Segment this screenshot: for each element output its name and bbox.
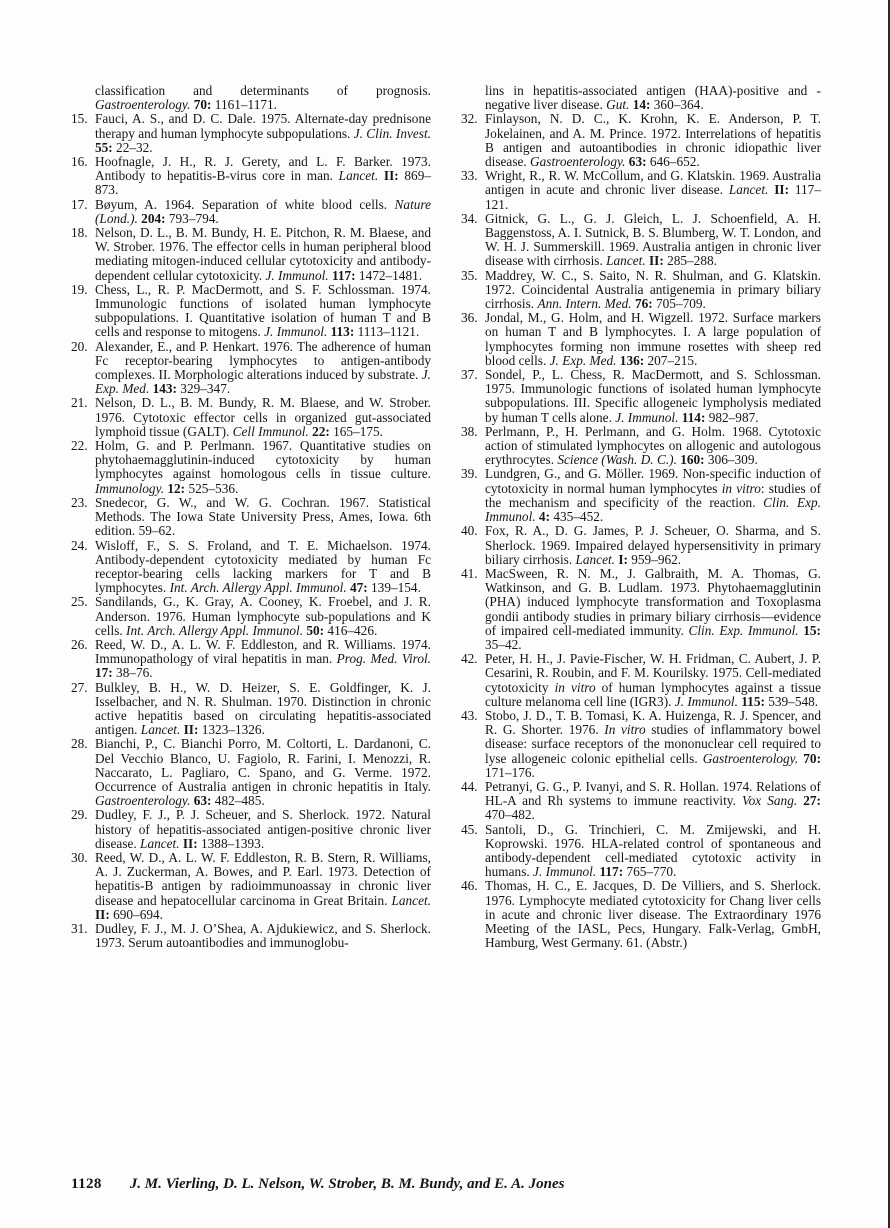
reference-item: 16. Hoofnagle, J. H., R. J. Gerety, and L. F. Barker. 1973. Antibody to hepatitis-B-virus core in man. Lancet. II: 869–873. [71, 154, 431, 198]
reference-number: 23. [71, 494, 88, 510]
reference-item: 29. Dudley, F. J., P. J. Scheuer, and S. Sherlock. 1972. Natural history of hepatitis-associated antigen-positive chronic liver disease. Lancet. II: 1388–1393. [71, 807, 431, 851]
reference-number: 36. [461, 310, 478, 326]
reference-number: 39. [461, 466, 478, 482]
reference-number: 29. [71, 807, 88, 823]
reference-item: 38. Perlmann, P., H. Perlmann, and G. Holm. 1968. Cytotoxic action of stimulated lymphocytes on allogenic and autologous erythrocytes. Science (Wash. D. C.). 160: 306–309. [461, 423, 821, 468]
reference-number: 17. [71, 196, 88, 212]
reference-number: 27. [71, 679, 88, 695]
reference-item: 20. Alexander, E., and P. Henkart. 1976. The adherence of human Fc receptor-bearing lymphocytes to antigen-antibody complexes. II. Morphologic alterations induced by substrate. J. Exp. Med. 143: 329–347. [71, 338, 431, 397]
reference-item: 37. Sondel, P., L. Chess, R. MacDermott, and S. Schlossman. 1975. Immunologic functions of isolated human lymphocyte subpopulations. III. Specific allogeneic lympholysis mediated by human T cells alone. J. Immunol. 114: 982–987. [461, 367, 821, 425]
reference-item: 35. Maddrey, W. C., S. Saito, N. R. Shulman, and G. Klatskin. 1972. Coincidental Australia antigenemia in primary biliary cirrhosis. Ann. Intern. Med. 76: 705–709. [461, 267, 821, 312]
reference-item: 31. Dudley, F. J., M. J. O’Shea, A. Ajdukiewicz, and S. Sherlock. 1973. Serum autoantibodies and immunoglobu- [71, 920, 431, 951]
reference-item: 39. Lundgren, G., and G. Möller. 1969. Non-specific induction of cytotoxicity in normal human lymphocytes in vitro: studies of the mechanism and specificity of the reaction. Clin. Exp. Immunol. 4: 435–452. [461, 466, 821, 525]
page-footer [71, 1176, 564, 1193]
reference-number: 46. [461, 878, 478, 894]
reference-number: 24. [71, 537, 88, 553]
reference-number: 33. [461, 168, 478, 184]
reference-continuation: lins in hepatitis-associated antigen (HAA)-positive and -negative liver disease. Gut. 14: 360–364. [485, 83, 821, 113]
reference-number: 22. [71, 438, 88, 454]
references-column-right [461, 84, 821, 950]
reference-number: 30. [71, 849, 88, 865]
reference-number: 43. [461, 707, 478, 723]
reference-item: 46. Thomas, H. C., E. Jacques, D. De Villiers, and S. Sherlock. 1976. Lymphocyte mediated cytotoxicity for Chang liver cells in acute and chronic liver disease. The Extraordinary 1976 Meeting of the IASL, Pecs, Hungary. Falk-Verlag, GmbH, Hamburg, West Germany. 61. (Abstr.) [461, 878, 821, 951]
reference-number: 44. [461, 778, 478, 794]
reference-item: 36. Jondal, M., G. Holm, and H. Wigzell. 1972. Surface markers on human T and B lymphocytes. I. A large population of lymphocytes forming non immune rosettes with sheep red blood cells. J. Exp. Med. 136: 207–215. [461, 310, 821, 368]
page-number: 1128 [71, 1176, 102, 1192]
reference-number: 38. [461, 423, 478, 439]
reference-item: 28. Bianchi, P., C. Bianchi Porro, M. Coltorti, L. Dardanoni, C. Del Vecchio Blanco, U. Fagiolo, R. Farini, I. Menozzi, R. Naccarato, L. Pagliaro, C. Spano, and G. Verme. 1972. Occurrence of Australia antigen in chronic hepatitis in Italy. Gastroenterology. 63: 482–485. [71, 736, 431, 809]
reference-item: 42. Peter, H. H., J. Pavie-Fischer, W. H. Fridman, C. Aubert, J. P. Cesarini, R. Roubin, and F. M. Kourilsky. 1975. Cell-mediated cytotoxicity in vitro of human lymphocytes against a tissue culture melanoma cell line (IGR3). J. Immunol. 115: 539–548. [461, 651, 821, 709]
reference-item: 23. Snedecor, G. W., and W. G. Cochran. 1967. Statistical Methods. The Iowa State University Press, Ames, Iowa. 6th edition. 59–62. [71, 494, 431, 539]
reference-number: 41. [461, 565, 478, 581]
reference-item: 30. Reed, W. D., A. L. W. F. Eddleston, R. B. Stern, R. Williams, A. J. Zuckerman, A. Bowes, and P. Earl. 1973. Detection of hepatitis-B antigen by radioimmunoassay in chronic liver disease and hepatocellular carcinoma in Great Britain. Lancet. II: 690–694. [71, 849, 431, 922]
reference-number: 32. [461, 111, 478, 127]
reference-number: 21. [71, 395, 88, 411]
reference-item: 34. Gitnick, G. L., G. J. Gleich, L. J. Schoenfield, A. H. Baggenstoss, A. I. Sutnick, B. S. Blumberg, W. T. London, and W. H. J. Summerskill. 1969. Australia antigen in chronic liver disease with cirrhosis. Lancet. II: 285–288. [461, 210, 821, 269]
reference-continuation: classification and determinants of prognosis. Gastroenterology. 70: 1161–1171. [95, 83, 431, 113]
reference-number: 37. [461, 367, 478, 383]
reference-number: 19. [71, 281, 88, 297]
reference-number: 20. [71, 338, 88, 354]
reference-item: 21. Nelson, D. L., B. M. Bundy, R. M. Blaese, and W. Strober. 1976. Cytotoxic effector cells in organized gut-associated lymphoid tissue (GALT). Cell Immunol. 22: 165–175. [71, 395, 431, 439]
reference-item: 41. MacSween, R. N. M., J. Galbraith, M. A. Thomas, G. Watkinson, and G. B. Ludlam. 1973. Phytohaemagglutinin (PHA) induced lymphocyte transformation and Toxoplasma gondii antibody studies in primary biliary cirrhosis—evidence of impaired cell-mediated immunity. Clin. Exp. Immunol. 15: 35–42. [461, 565, 821, 652]
reference-number: 18. [71, 225, 88, 241]
reference-item: 17. Bøyum, A. 1964. Separation of white blood cells. Nature (Lond.). 204: 793–794. [71, 196, 431, 226]
reference-number: 16. [71, 154, 88, 170]
reference-item: 40. Fox, R. A., D. G. James, P. J. Scheuer, O. Sharma, and S. Sherlock. 1969. Impaired delayed hypersensitivity in primary biliary cirrhosis. Lancet. I: 959–962. [461, 523, 821, 567]
reference-item: 24. Wisloff, F., S. S. Froland, and T. E. Michaelson. 1974. Antibody-dependent cytotoxicity mediated by human Fc receptor-bearing cells lacking markers for T and B lymphocytes. Int. Arch. Allergy Appl. Immunol. 47: 139–154. [71, 537, 431, 596]
reference-item: 22. Holm, G. and P. Perlmann. 1967. Quantitative studies on phytohaemagglutinin-induced cytotoxicity by human lymphocytes against homologous cells in tissue culture. Immunology. 12: 525–536. [71, 438, 431, 496]
reference-number: 34. [461, 210, 478, 226]
references-section [71, 84, 821, 950]
reference-item: 44. Petranyi, G. G., P. Ivanyi, and S. R. Hollan. 1974. Relations of HL-A and Rh systems to immune reactivity. Vox Sang. 27: 470–482. [461, 778, 821, 823]
reference-number: 15. [71, 111, 88, 127]
reference-item: 32. Finlayson, N. D. C., K. Krohn, K. E. Anderson, P. T. Jokelainen, and A. M. Prince. 1972. Interrelations of hepatitis B antigen and autoantibodies in chronic idiopathic liver disease. Gastroenterology. 63: 646–652. [461, 111, 821, 170]
footer-authors: J. M. Vierling, D. L. Nelson, W. Strober, B. M. Bundy, and E. A. Jones [129, 1176, 565, 1192]
reference-item: 18. Nelson, D. L., B. M. Bundy, H. E. Pitchon, R. M. Blaese, and W. Strober. 1976. The effector cells in human peripheral blood mediating mitogen-induced cellular cytotoxicity and antibody-dependent cellular cytotoxicity. J. Immunol. 117: 1472–1481. [71, 225, 431, 283]
reference-number: 31. [71, 920, 88, 936]
reference-number: 45. [461, 821, 478, 837]
reference-number: 40. [461, 523, 478, 539]
reference-item: 27. Bulkley, B. H., W. D. Heizer, S. E. Goldfinger, K. J. Isselbacher, and N. R. Shulman. 1970. Distinction in chronic active hepatitis based on circulating hepatitis-associated antigen. Lancet. II: 1323–1326. [71, 679, 431, 738]
reference-item: 33. Wright, R., R. W. McCollum, and G. Klatskin. 1969. Australia antigen in acute and chronic liver disease. Lancet. II: 117–121. [461, 168, 821, 212]
reference-item: 26. Reed, W. D., A. L. W. F. Eddleston, and R. Williams. 1974. Immunopathology of viral hepatitis in man. Prog. Med. Virol. 17: 38–76. [71, 636, 431, 681]
reference-item: 19. Chess, L., R. P. MacDermott, and S. F. Schlossman. 1974. Immunologic functions of isolated human lymphocyte subpopulations. I. Quantitative isolation of human T and B cells and response to mitogens. J. Immunol. 113: 1113–1121. [71, 281, 431, 340]
reference-item: 43. Stobo, J. D., T. B. Tomasi, K. A. Huizenga, R. J. Spencer, and R. G. Shorter. 1976. In vitro studies of inflammatory bowel disease: surface receptors of the mononuclear cell required to lyse allogeneic colonic epithelial cells. Gastroenterology. 70: 171–176. [461, 707, 821, 780]
reference-item: 15. Fauci, A. S., and D. C. Dale. 1975. Alternate-day prednisone therapy and human lymphocyte subpopulations. J. Clin. Invest. 55: 22–32. [71, 111, 431, 155]
references-column-left [71, 84, 431, 950]
reference-number: 26. [71, 636, 88, 652]
reference-item: 25. Sandilands, G., K. Gray, A. Cooney, K. Froebel, and J. R. Anderson. 1976. Human lymphocyte sub-populations and K cells. Int. Arch. Allergy Appl. Immunol. 50: 416–426. [71, 594, 431, 638]
reference-number: 28. [71, 736, 88, 752]
reference-item: 45. Santoli, D., G. Trinchieri, C. M. Zmijewski, and H. Koprowski. 1976. HLA-related control of spontaneous and antibody-dependent cell-mediated cytotoxic activity in humans. J. Immunol. 117: 765–770. [461, 821, 821, 880]
reference-number: 42. [461, 651, 478, 667]
reference-number: 25. [71, 594, 88, 610]
reference-number: 35. [461, 267, 478, 283]
